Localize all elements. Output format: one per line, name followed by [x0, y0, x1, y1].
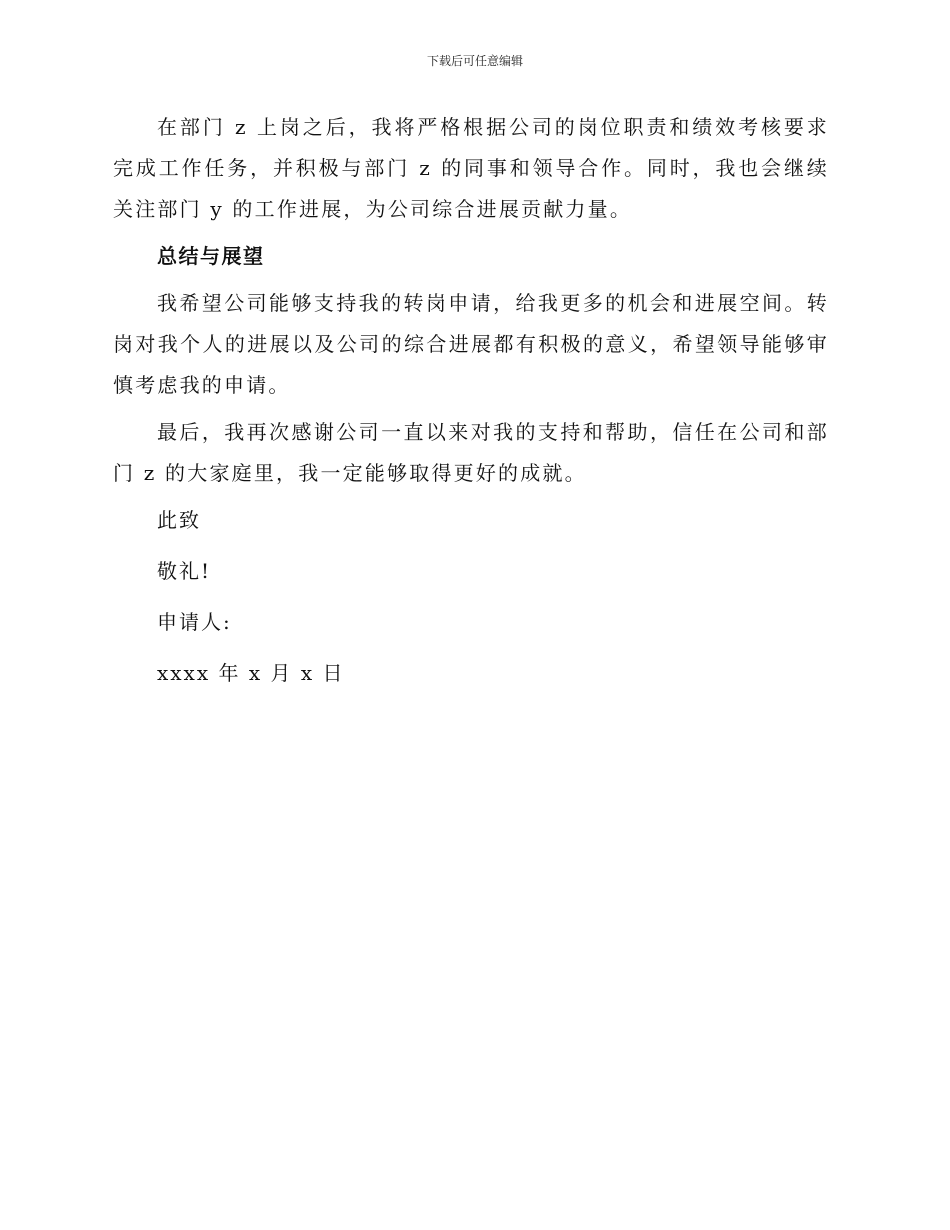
paragraph-duty-plan: 在部门 z 上岗之后，我将严格根据公司的岗位职责和绩效考核要求完成工作任务，并积极与部门 z 的同事和领导合作。同时，我也会继续关注部门 y 的工作进展，为公司综合进展贡献力量。 [113, 115, 829, 221]
applicant-label: 申请人: [157, 610, 232, 634]
document-body [113, 107, 829, 704]
section-heading-summary: 总结与展望 [157, 244, 265, 268]
paragraph-thanks: 最后，我再次感谢公司一直以来对我的支持和帮助，信任在公司和部门 z 的大家庭里，我一定能够取得更好的成就。 [113, 420, 829, 485]
paragraph-request: 我希望公司能够支持我的转岗申请，给我更多的机会和进展空间。转岗对我个人的进展以及公司的综合进展都有积极的意义，希望领导能够审慎考虑我的申请。 [113, 291, 829, 397]
date-line: xxxx 年 x 月 x 日 [157, 661, 345, 685]
closing-regards: 敬礼! [157, 559, 212, 583]
closing-salutation: 此致 [157, 508, 201, 532]
page-header-note: 下载后可任意编辑 [426, 54, 523, 68]
